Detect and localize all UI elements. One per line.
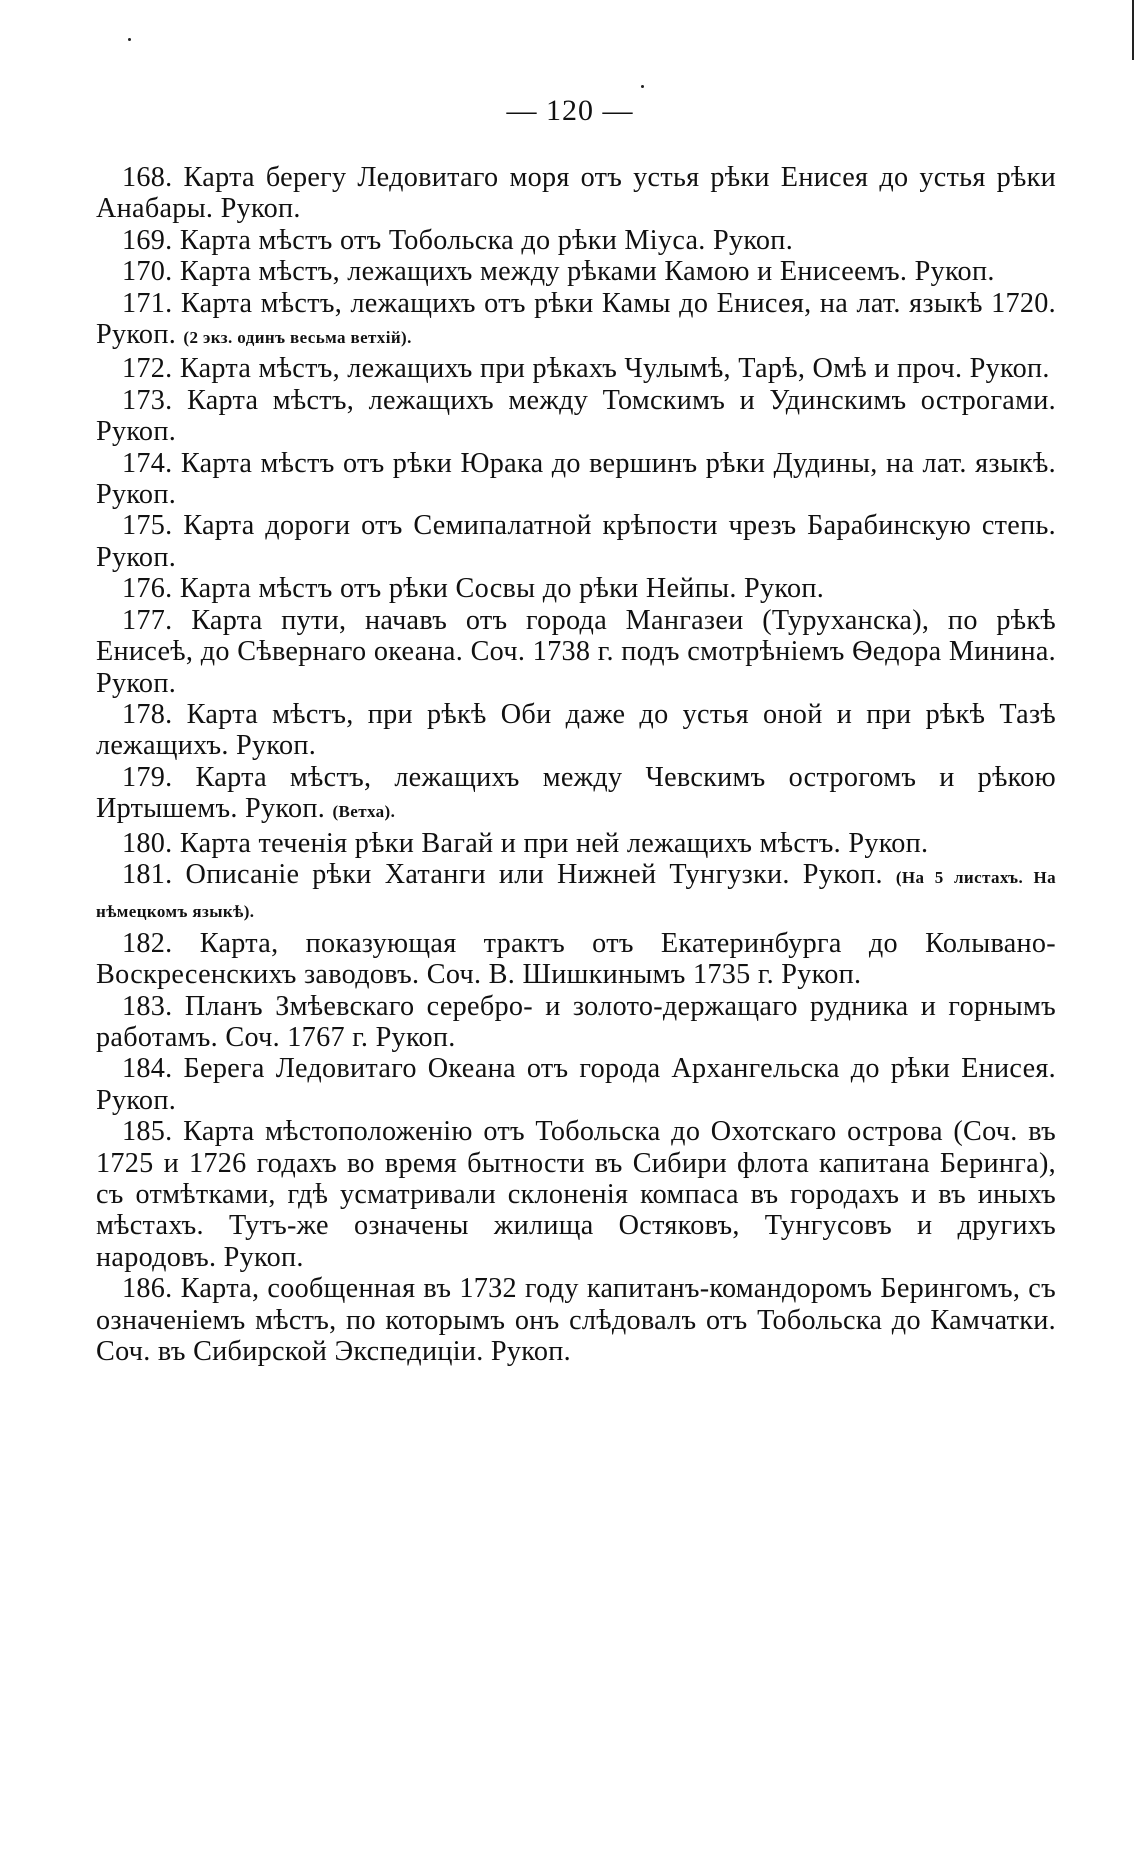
entry-text: 170. Карта мѣстъ, лежащихъ между рѣками Камою и Енисеемъ. Рукоп. — [122, 256, 995, 288]
entry-note: (Ветха). — [332, 802, 396, 822]
entry-note: (На 5 листахъ. На нѣмецкомъ языкѣ). — [96, 867, 1056, 922]
catalog-entry — [96, 762, 1056, 828]
entry-text: 183. Планъ Змѣевскаго серебро- и золото-держащаго рудника и горнымъ работамъ. Соч. 1767 г. Рукоп. — [96, 990, 1056, 1053]
catalog-entry — [96, 225, 1056, 256]
catalog-entry — [96, 573, 1056, 604]
entry-text: 174. Карта мѣстъ отъ рѣки Юрака до вершинъ рѣки Дудины, на лат. языкѣ. Рукоп. — [96, 447, 1056, 511]
catalog-entries — [96, 162, 1056, 1367]
catalog-entry — [96, 448, 1056, 511]
entry-text: 172. Карта мѣстъ, лежащихъ при рѣкахъ Чулымѣ, Тарѣ, Омѣ и проч. Рукоп. — [122, 353, 1050, 385]
entry-text: 169. Карта мѣстъ отъ Тобольска до рѣки Міуса. Рукоп. — [122, 224, 794, 256]
catalog-entry — [96, 288, 1056, 354]
entry-text: 184. Берега Ледовитаго Океана отъ города Архангельска до рѣки Енисея. Рукоп. — [96, 1053, 1056, 1116]
entry-text: 168. Карта берегу Ледовитаго моря отъ устья рѣки Енисея до устья рѣки Анабары. Рукоп. — [96, 162, 1056, 225]
entry-text: 182. Карта, показующая трактъ отъ Екатеринбурга до Колывано-Воскресенскихъ заводовъ. Соч. В. Шишкинымъ 1735 г. Рукоп. — [96, 927, 1056, 991]
entry-text: 175. Карта дороги отъ Семипалатной крѣпости чрезъ Барабинскую степь. Рукоп. — [96, 510, 1056, 573]
catalog-entry — [96, 1273, 1056, 1367]
ink-speck — [128, 38, 131, 41]
ink-speck — [641, 85, 644, 88]
catalog-entry — [96, 1116, 1056, 1273]
catalog-entry — [96, 1053, 1056, 1116]
catalog-entry — [96, 385, 1056, 448]
catalog-entry — [96, 510, 1056, 573]
entry-text: 180. Карта теченія рѣки Вагай и при ней лежащихъ мѣстъ. Рукоп. — [122, 827, 929, 859]
catalog-entry — [96, 859, 1056, 928]
entry-text: 185. Карта мѣстоположенію отъ Тобольска до Охотскаго острова (Соч. въ 1725 и 1726 годахъ во время бытности въ Сибири флота капитана Беринга), съ отмѣтками, гдѣ усматривали склоненія компаса въ городахъ и въ иныхъ мѣстахъ. Тутъ-же означены жилища Остяковъ, Тунгусовъ и другихъ народовъ. Рукоп. — [96, 1116, 1056, 1273]
entry-note: (2 экз. одинъ весьма ветхій). — [183, 328, 412, 348]
catalog-entry — [96, 605, 1056, 699]
entry-text: 179. Карта мѣстъ, лежащихъ между Чевскимъ острогомъ и рѣкою Иртышемъ. Рукоп. — [96, 761, 1056, 825]
entry-text: 173. Карта мѣстъ, лежащихъ между Томскимъ и Удинскимъ острогами. Рукоп. — [96, 384, 1056, 448]
entry-text: 178. Карта мѣстъ, при рѣкѣ Оби даже до устья оной и при рѣкѣ Тазѣ лежащихъ. Рукоп. — [96, 698, 1056, 762]
catalog-entry — [96, 991, 1056, 1054]
catalog-entry — [96, 699, 1056, 762]
catalog-entry — [96, 256, 1056, 287]
page-number: — 120 — — [506, 94, 634, 127]
catalog-entry — [96, 353, 1056, 384]
page-edge-line — [1132, 0, 1134, 60]
entry-text: 181. Описаніе рѣки Хатанги или Нижней Тунгузки. Рукоп. — [122, 858, 883, 890]
catalog-entry — [96, 828, 1056, 859]
entry-text: 177. Карта пути, начавъ отъ города Мангазеи (Туруханска), по рѣкѣ Енисеѣ, до Сѣвернаго океана. Соч. 1738 г. подъ смотрѣніемъ Ѳедора Минина. Рукоп. — [96, 604, 1056, 699]
catalog-entry — [96, 162, 1056, 225]
entry-text: 176. Карта мѣстъ отъ рѣки Сосвы до рѣки Нейпы. Рукоп. — [122, 573, 825, 605]
entry-text: 186. Карта, сообщенная въ 1732 году капитанъ-командоромъ Берингомъ, съ означеніемъ мѣстъ, по которымъ онъ слѣдовалъ отъ Тобольска до Камчатки. Соч. въ Сибирской Экспедиціи. Рукоп. — [96, 1273, 1056, 1368]
catalog-entry — [96, 928, 1056, 991]
entry-text: 171. Карта мѣстъ, лежащихъ отъ рѣки Камы до Енисея, на лат. языкѣ 1720. Рукоп. — [96, 287, 1056, 351]
